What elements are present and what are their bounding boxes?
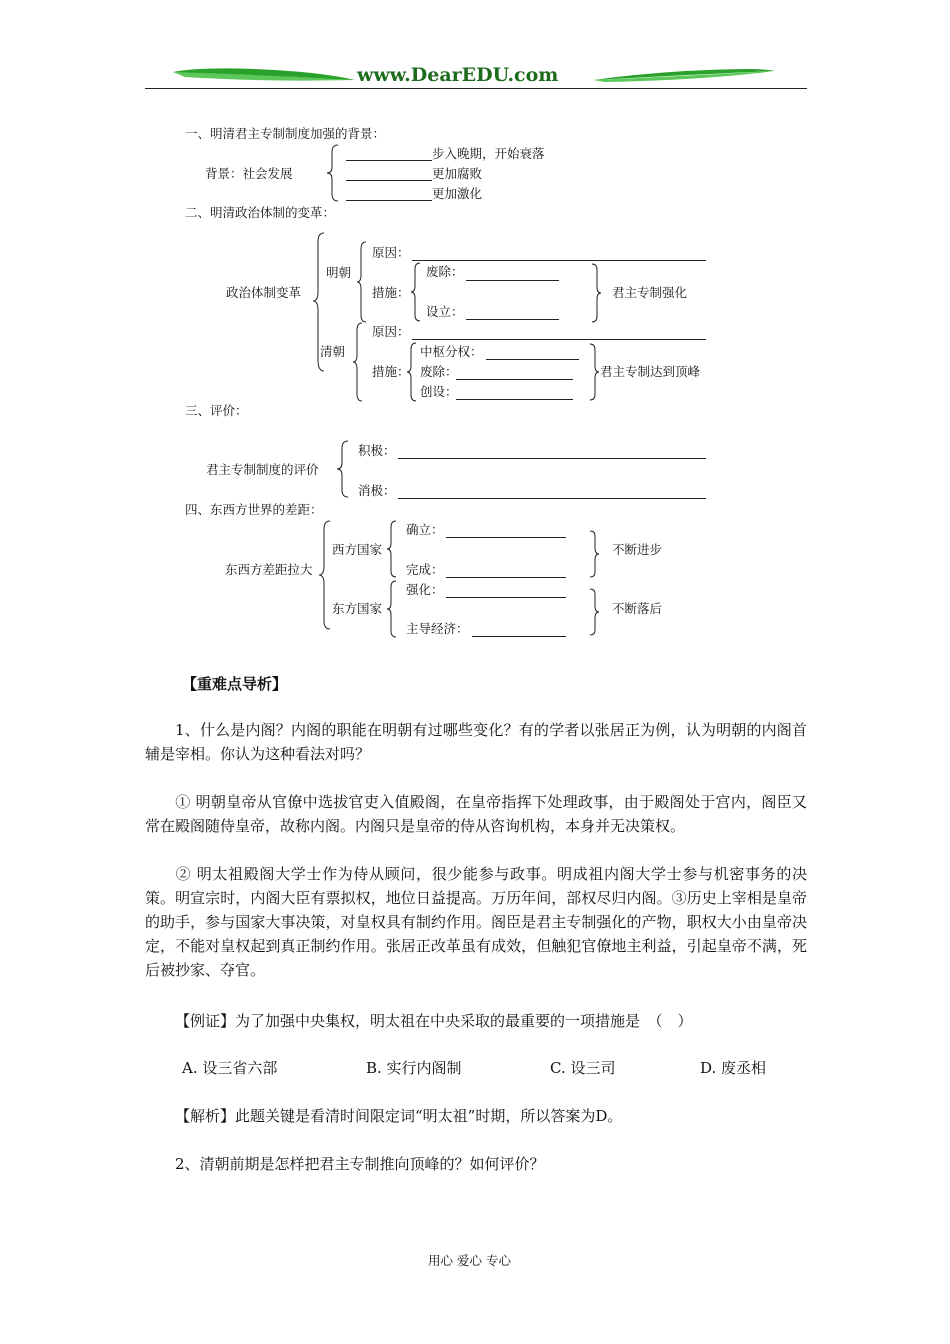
- s1-label: 背景：社会发展: [205, 166, 293, 181]
- answer-1-text: ① 明朝皇帝从官僚中选拔官吏入值殿阁，在皇帝指挥下处理政事，由于殿阁处于宫内，阁臣又常在殿阁随侍皇帝，故称内阁。内阁只是皇帝的侍从咨询机构，本身并无决策权。: [145, 793, 807, 835]
- s4-east-result: 不断落后: [612, 601, 663, 616]
- s4-east-result-brace: [588, 588, 600, 636]
- s2-ming-set-blank: [466, 319, 559, 320]
- s4-dominant-label: 主导经济：: [406, 621, 469, 636]
- s1-blank-2: [346, 180, 432, 181]
- s4-west-result-brace: [588, 530, 600, 578]
- s4-complete-blank: [446, 577, 566, 578]
- s4-complete-label: 完成：: [406, 562, 444, 577]
- question-2-text: 2、清朝前期是怎样把君主专制推向顶峰的？如何评价？: [175, 1155, 545, 1173]
- s1-title: 一、明清君主专制制度加强的背景：: [185, 126, 386, 141]
- s3-brace: [336, 440, 350, 498]
- s2-ming-reason-blank: [412, 260, 706, 261]
- choice-b: B. 实行内阁制: [366, 1059, 462, 1077]
- s4-strengthen-blank: [446, 597, 566, 598]
- s2-root: 政治体制变革: [226, 285, 302, 300]
- s3-negative-label: 消极：: [358, 483, 396, 498]
- s2-qing-result-brace: [588, 343, 600, 401]
- choice-c: C. 设三司: [550, 1059, 616, 1077]
- s3-title: 三、评价：: [185, 403, 248, 418]
- s4-establish-label: 确立：: [406, 522, 444, 537]
- s2-qing-create-blank: [456, 399, 573, 400]
- analysis-heading: 【重难点导析】: [182, 675, 288, 693]
- site-logo-text: www.DearEDU.com: [357, 64, 559, 86]
- s4-title: 四、东西方世界的差距：: [185, 502, 323, 517]
- answer-1: [145, 790, 807, 838]
- s4-east-brace: [386, 580, 398, 638]
- s2-ming-measure-brace: [410, 262, 422, 322]
- s2-ming-set-label: 设立：: [426, 304, 464, 319]
- s2-ming-abolish-label: 废除：: [426, 264, 464, 279]
- answer-2-text: ② 明太祖殿阁大学士作为侍从顾问，很少能参与政事。明成祖内阁大学士参与机密事务的决策。明宣宗时，内阁大臣有票拟权，地位日益提高。万历年间，部权尽归内阁。③历史上宰相是皇帝的助手，参与国家大事决策，对皇权具有制约作用。阁臣是君主专制强化的产物，职权大小由皇帝决定，不能对皇权起到真正制约作用。张居正改革虽有成效，但触犯官僚地主利益，引起皇帝不满，死后被抄家、夺官。: [145, 865, 807, 979]
- s3-negative-blank: [398, 498, 706, 499]
- s1-item-1: 步入晚期，开始衰落: [432, 146, 545, 161]
- s1-item-2: 更加腐败: [432, 166, 483, 181]
- explanation: [145, 1104, 807, 1128]
- s2-title: 二、明清政治体制的变革：: [185, 205, 336, 220]
- s1-brace: [326, 144, 340, 202]
- answer-2: [145, 862, 807, 982]
- s2-qing-label: 清朝: [320, 344, 346, 359]
- s3-label: 君主专制制度的评价: [206, 462, 319, 477]
- s4-west-label: 西方国家: [332, 542, 383, 557]
- s2-ming-result: 君主专制强化: [612, 285, 688, 300]
- question-1-text: 1、什么是内阁？内阁的职能在明朝有过哪些变化？有的学者以张居正为例，认为明朝的内阁首辅是宰相。你认为这种看法对吗？: [145, 721, 807, 763]
- s4-establish-blank: [446, 537, 566, 538]
- question-2: [145, 1152, 807, 1176]
- s4-strengthen-label: 强化：: [406, 582, 444, 597]
- s2-qing-central-label: 中枢分权：: [420, 344, 483, 359]
- header-rule: [145, 88, 807, 89]
- s2-qing-result: 君主专制达到顶峰: [600, 364, 701, 379]
- s3-positive-label: 积极：: [358, 443, 396, 458]
- s4-root: 东西方差距拉大: [225, 562, 313, 577]
- s2-ming-result-brace: [590, 263, 602, 323]
- explanation-text: 【解析】此题关键是看清时间限定词“明太祖”时期，所以答案为D。: [175, 1107, 623, 1125]
- s2-qing-reason-label: 原因：: [372, 324, 410, 339]
- s4-east-label: 东方国家: [332, 601, 383, 616]
- s4-west-brace: [386, 520, 398, 578]
- s2-qing-abolish-label: 废除：: [420, 364, 458, 379]
- s2-qing-reason-blank: [412, 339, 706, 340]
- s2-ming-label: 明朝: [326, 265, 352, 280]
- footer-text: 用心 爱心 专心: [428, 1253, 511, 1268]
- s2-ming-abolish-blank: [466, 280, 559, 281]
- s1-blank-3: [346, 200, 432, 201]
- question-1: [145, 718, 807, 766]
- s4-west-result: 不断进步: [612, 542, 663, 557]
- s4-dominant-blank: [472, 636, 566, 637]
- s2-ming-measure-label: 措施：: [372, 285, 410, 300]
- s3-positive-blank: [398, 458, 706, 459]
- choice-a: A. 设三省六部: [182, 1059, 278, 1077]
- s2-qing-measure-label: 措施：: [372, 364, 410, 379]
- s2-qing-brace: [352, 322, 364, 402]
- s2-qing-create-label: 创设：: [420, 384, 458, 399]
- s2-qing-central-blank: [486, 359, 579, 360]
- s2-qing-measure-brace: [406, 342, 418, 402]
- header-banner: [145, 60, 807, 92]
- example-text: 【例证】为了加强中央集权，明太祖在中央采取的最重要的一项措施是 （ ）: [175, 1012, 693, 1030]
- s4-root-brace: [318, 520, 332, 630]
- s2-ming-reason-label: 原因：: [372, 245, 410, 260]
- example: [145, 1009, 807, 1033]
- s1-item-3: 更加激化: [432, 186, 483, 201]
- s1-blank-1: [346, 160, 432, 161]
- s2-qing-abolish-blank: [456, 379, 573, 380]
- s2-ming-brace: [356, 241, 368, 323]
- choice-d: D. 废丞相: [700, 1059, 767, 1077]
